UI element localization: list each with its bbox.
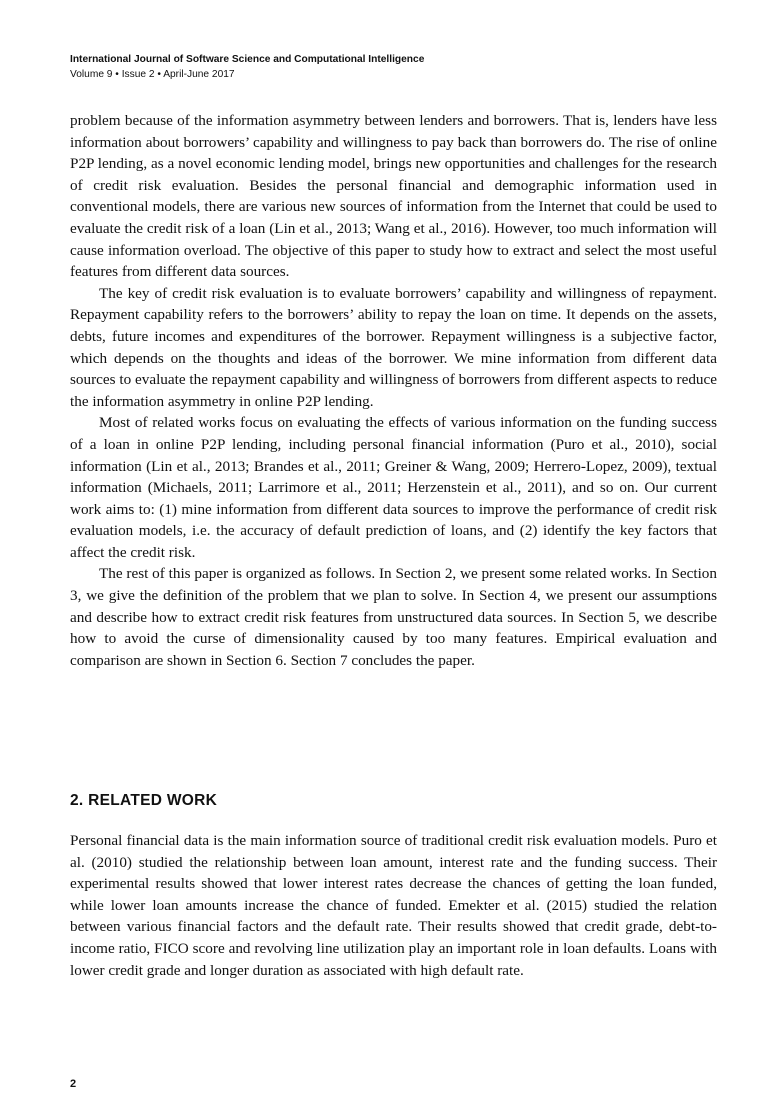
page-number: 2: [70, 1078, 77, 1090]
paragraph-credit-risk-key: The key of credit risk evaluation is to evaluate borrowers’ capability and willingness of repayment. Repayment capability refers to the borrowers’ ability to repay the loan on time. It depends on the assets, debts, future incomes and expenditures of the borrower. Repayment willingness is a subjective factor, which depends on the thoughts and ideas of the borrower. We mine information from different data sources to evaluate the repayment capability and willingness of borrowers from different aspects to reduce the information asymmetry in online P2P lending.: [70, 284, 717, 410]
section-heading-related-work: 2. RELATED WORK: [70, 792, 218, 809]
paragraph-personal-financial-data: Personal financial data is the main information source of traditional credit risk evaluation models. Puro et al. (2010) studied the relationship between loan amount, interest rate and the funding success. Their experimental results showed that lower interest rates decrease the chances of getting the loan funded, while lower loan amounts increase the chance of funded. Emekter et al. (2015) studied the relation between various financial factors and the default rate. Their results showed that credit grade, debt-to-income ratio, FICO score and revolving line utilization play an important role in loan defaults. Loans with lower credit grade and longer duration as associated with high default rate.: [70, 832, 717, 979]
issue-line: Volume 9 • Issue 2 • April-June 2017: [70, 69, 235, 80]
body-text: [70, 110, 717, 671]
paragraph-related-works-summary: Most of related works focus on evaluating the effects of various information on the funding success of a loan in online P2P lending, including personal financial information (Puro et al., 2010), social information (Lin et al., 2013; Brandes et al., 2011; Greiner & Wang, 2009; Herrero-Lopez, 2009), textual information (Michaels, 2011; Larrimore et al., 2011; Herzenstein et al., 2011), and so on. Our current work aims to: (1) mine information from different data sources to improve the performance of credit risk evaluation models, i.e. the accuracy of default prediction of loans, and (2) identify the key factors that affect the credit risk.: [70, 414, 717, 561]
journal-title: International Journal of Software Science and Computational Intelligence: [70, 54, 425, 65]
running-header: [70, 52, 424, 83]
paragraph-paper-organization: The rest of this paper is organized as follows. In Section 2, we present some related works. In Section 3, we give the definition of the problem that we plan to solve. In Section 4, we present our assumptions and describe how to extract credit risk features from unstructured data sources. In Section 5, we describe how to avoid the curse of dimensionality caused by too many features. Empirical evaluation and comparison are shown in Section 6. Section 7 concludes the paper.: [70, 565, 717, 669]
section-related-work-text: [70, 830, 717, 981]
paragraph-continuation: problem because of the information asymmetry between lenders and borrowers. That is, lenders have less information about borrowers’ capability and willingness to pay back than borrowers do. The rise of online P2P lending, as a novel economic lending model, brings new opportunities and challenges for the research of credit risk evaluation. Besides the personal financial and demographic information used in conventional models, there are various new sources of information from the Internet that could be used to evaluate the credit risk of a loan (Lin et al., 2013; Wang et al., 2016). However, too much information will cause information overload. The objective of this paper to study how to extract and select the most useful features from different data sources.: [70, 112, 717, 281]
